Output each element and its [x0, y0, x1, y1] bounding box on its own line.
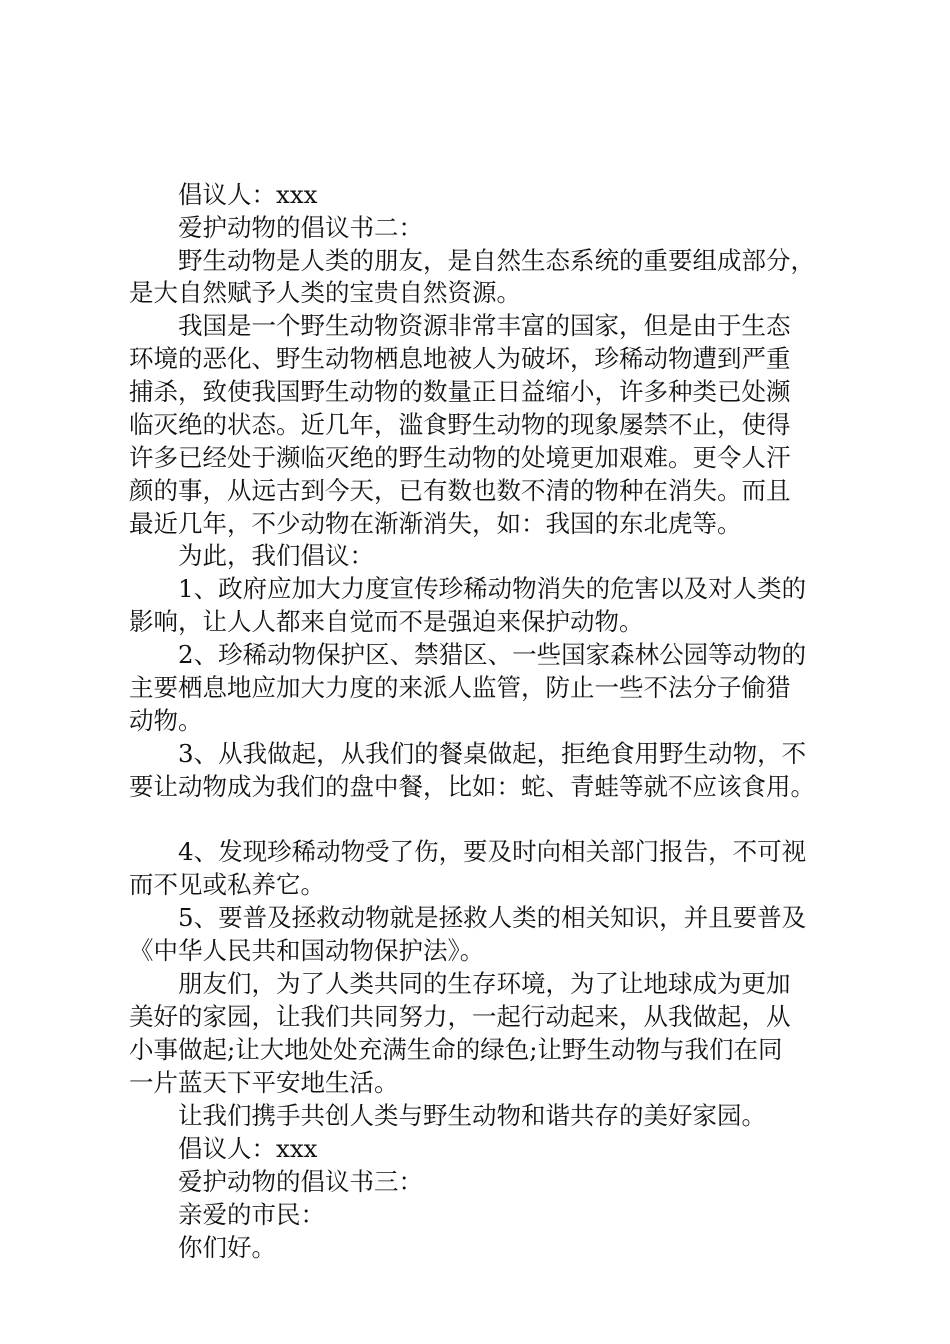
paragraph-line: 让我们携手共创人类与野生动物和谐共存的美好家园。	[178, 1101, 766, 1130]
list-item-line: 5、要普及拯救动物就是拯救人类的相关知识，并且要普及	[178, 903, 807, 932]
list-item-line: 要让动物成为我们的盘中餐，比如：蛇、青蛙等就不应该食用。	[129, 772, 815, 801]
list-item-line: 2、珍稀动物保护区、禁猎区、一些国家森林公园等动物的	[178, 640, 807, 669]
paragraph-line: 为此，我们倡议：	[178, 541, 374, 570]
paragraph-line: 临灭绝的状态。近几年，滥食野生动物的现象屡禁不止，使得	[129, 410, 791, 439]
paragraph-line: 是大自然赋予人类的宝贵自然资源。	[129, 278, 521, 307]
section-heading: 爱护动物的倡议书二：	[178, 213, 423, 242]
list-item-line: 动物。	[129, 706, 203, 735]
list-item-line: 3、从我做起，从我们的餐桌做起，拒绝食用野生动物，不	[178, 739, 807, 768]
salutation-line: 亲爱的市民：	[178, 1200, 325, 1229]
paragraph-line: 野生动物是人类的朋友，是自然生态系统的重要组成部分，	[178, 246, 815, 275]
signature-line: 倡议人：xxx	[178, 180, 318, 209]
list-item-line: 影响，让人人都来自觉而不是强迫来保护动物。	[129, 607, 644, 636]
greeting-line: 你们好。	[178, 1233, 276, 1262]
section-heading: 爱护动物的倡议书三：	[178, 1167, 423, 1196]
paragraph-line: 许多已经处于濒临灭绝的野生动物的处境更加艰难。更令人汗	[129, 443, 791, 472]
paragraph-line: 朋友们，为了人类共同的生存环境，为了让地球成为更加	[178, 969, 791, 998]
paragraph-line: 捕杀，致使我国野生动物的数量正日益缩小，许多种类已处濒	[129, 377, 791, 406]
list-item-line: 1、政府应加大力度宣传珍稀动物消失的危害以及对人类的	[178, 574, 807, 603]
paragraph-line: 一片蓝天下平安地生活。	[129, 1068, 399, 1097]
paragraph-line: 小事做起;让大地处处充满生命的绿色;让野生动物与我们在同	[129, 1035, 783, 1064]
paragraph-line: 颜的事，从远古到今天，已有数也数不清的物种在消失。而且	[129, 476, 791, 505]
list-item-line: 4、发现珍稀动物受了伤，要及时向相关部门报告，不可视	[178, 837, 807, 866]
signature-line: 倡议人：xxx	[178, 1134, 318, 1163]
list-item-line: 而不见或私养它。	[129, 870, 325, 899]
paragraph-line: 美好的家园，让我们共同努力，一起行动起来，从我做起，从	[129, 1002, 791, 1031]
paragraph-line: 最近几年，不少动物在渐渐消失，如：我国的东北虎等。	[129, 509, 742, 538]
list-item-line: 《中华人民共和国动物保护法》。	[129, 936, 485, 965]
paragraph-line: 环境的恶化、野生动物栖息地被人为破坏，珍稀动物遭到严重	[129, 344, 791, 373]
paragraph-line: 我国是一个野生动物资源非常丰富的国家，但是由于生态	[178, 311, 791, 340]
list-item-line: 主要栖息地应加大力度的来派人监管，防止一些不法分子偷猎	[129, 673, 791, 702]
